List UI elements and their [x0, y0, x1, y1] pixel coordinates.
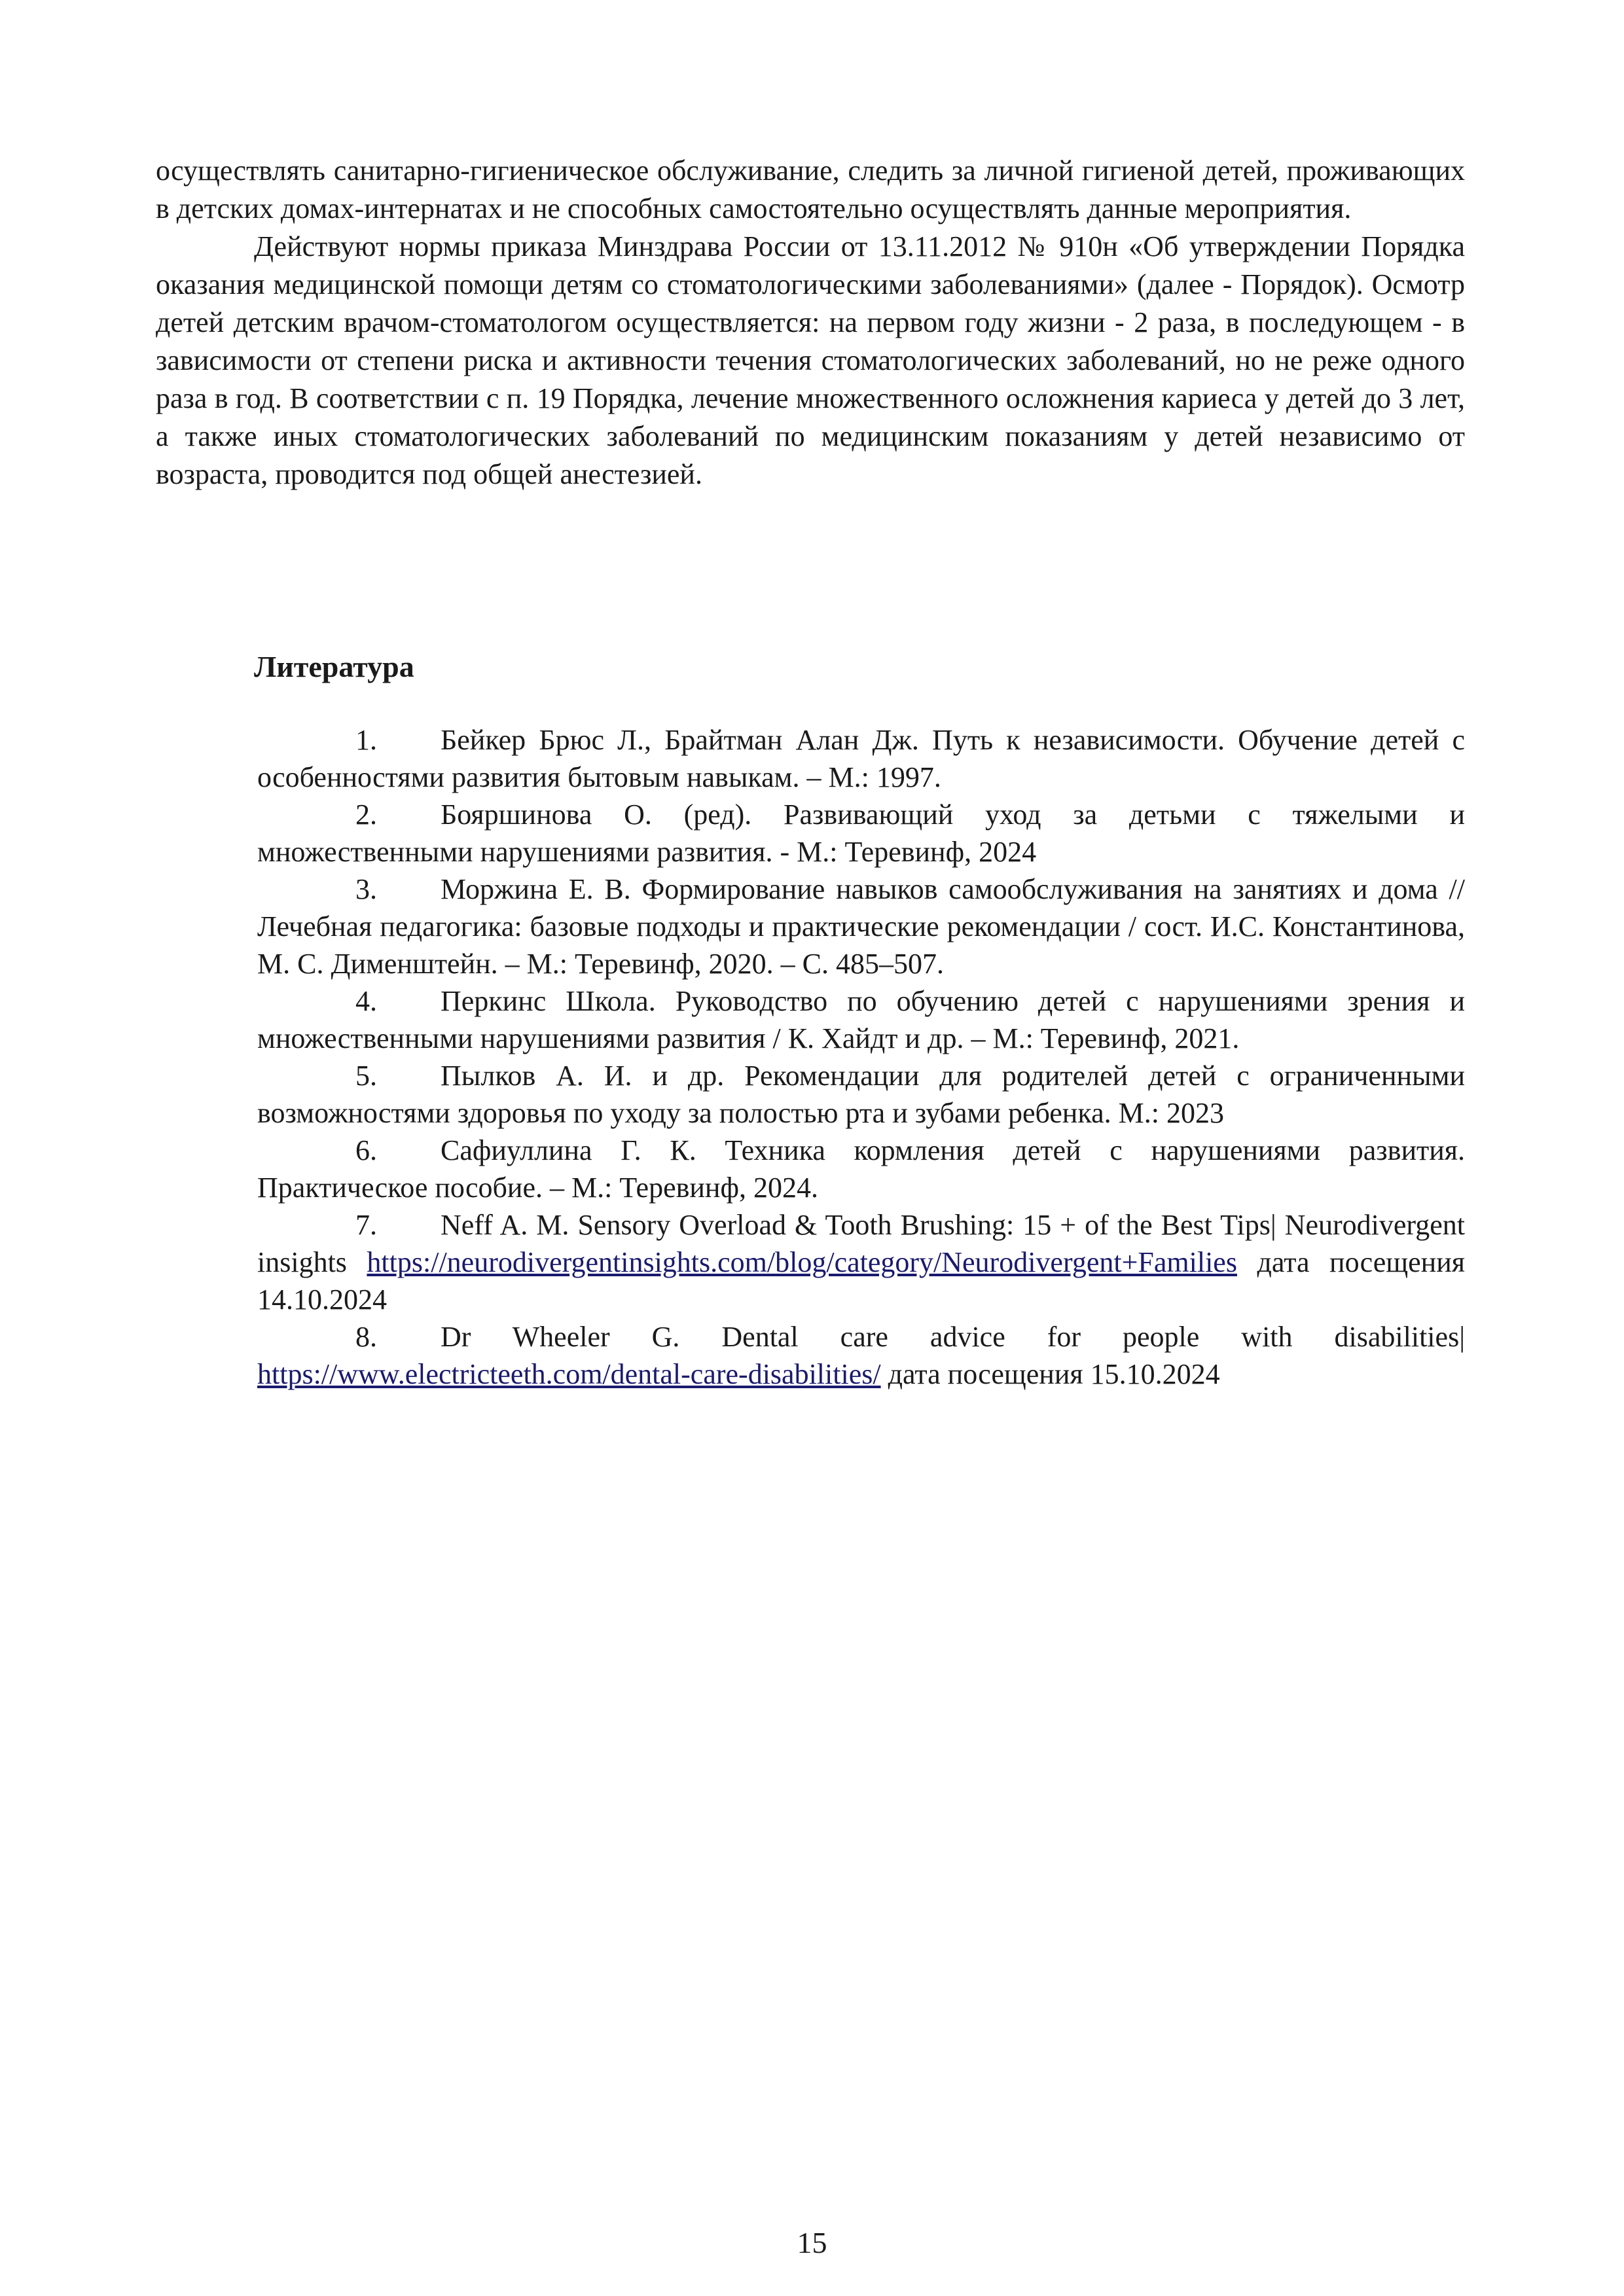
reference-item	[257, 796, 1465, 870]
reference-link[interactable]: https://neurodivergentinsights.com/blog/category/Neurodivergent+Families	[367, 1246, 1237, 1278]
body-text	[156, 152, 1465, 493]
body-paragraph-2: Действуют нормы приказа Минздрава России от 13.11.2012 № 910н «Об утверждении Порядка оказания медицинской помощи детям со стоматологическими заболеваниями» (далее - Порядок). Осмотр детей детским врачом-стоматологом осуществляется: на первом году жизни - 2 раза, в последующем - в зависимости от степени риска и активности течения стоматологических заболеваний, но не реже одного раза в год. В соответствии с п. 19 Порядка, лечение множественного осложнения кариеса у детей до 3 лет, а также иных стоматологических заболеваний по медицинским показаниям у детей независимо от возраста, проводится под общей анестезией.	[156, 230, 1465, 490]
reference-number: 2.	[355, 798, 377, 831]
reference-number: 7.	[355, 1209, 377, 1241]
reference-item	[257, 982, 1465, 1057]
reference-item	[257, 1318, 1465, 1393]
reference-link[interactable]: https://www.electricteeth.com/dental-care-disabilities/	[257, 1358, 881, 1390]
reference-item	[257, 1132, 1465, 1206]
references-list	[257, 721, 1465, 1393]
reference-text: Пылков А. И. и др. Рекомендации для родителей детей с ограниченными возможностями здоровья по уходу за полостью рта и зубами ребенка. М.: 2023	[257, 1060, 1465, 1129]
reference-text: Сафиуллина Г. К. Техника кормления детей с нарушениями развития. Практическое пособие. – М.: Теревинф, 2024.	[257, 1134, 1465, 1204]
reference-item	[257, 721, 1465, 796]
reference-text: Бояршинова О. (ред). Развивающий уход за детьми с тяжелыми и множественными нарушениями развития. - М.: Теревинф, 2024	[257, 798, 1465, 868]
reference-number: 1.	[355, 724, 377, 756]
reference-text: Моржина Е. В. Формирование навыков самообслуживания на занятиях и дома // Лечебная педагогика: базовые подходы и практические рекомендации / сост. И.С. Константинова, М. С. Дименштейн. – М.: Теревинф, 2020. – С. 485–507.	[257, 873, 1465, 980]
reference-text: Бейкер Брюс Л., Брайтман Алан Дж. Путь к независимости. Обучение детей с особенностями развития бытовым навыкам. – М.: 1997.	[257, 724, 1465, 793]
page-number: 15	[797, 2226, 827, 2259]
reference-text: Neff A. M. Sensory Overload & Tooth Brushing: 15 + of the Best Tips| Neurodivergent insights	[257, 1209, 1465, 1278]
reference-number: 5.	[355, 1060, 377, 1092]
reference-number: 6.	[355, 1134, 377, 1166]
reference-access-date: дата посещения 15.10.2024	[888, 1358, 1220, 1390]
reference-text: Dr Wheeler G. Dental care advice for people with disabilities|	[441, 1321, 1465, 1353]
reference-item	[257, 1206, 1465, 1318]
reference-access-date: дата посещения 14.10.2024	[257, 1246, 1466, 1316]
reference-number: 4.	[355, 985, 377, 1017]
reference-item	[257, 870, 1465, 982]
references-heading: Литература	[254, 650, 414, 683]
body-paragraph-1: осуществлять санитарно-гигиеническое обслуживание, следить за личной гигиеной детей, проживающих в детских домах-интернатах и не способных самостоятельно осуществлять данные мероприятия.	[156, 154, 1465, 224]
reference-item	[257, 1057, 1465, 1132]
reference-number: 8.	[355, 1321, 377, 1353]
reference-number: 3.	[355, 873, 377, 905]
reference-text: Перкинс Школа. Руководство по обучению детей с нарушениями зрения и множественными нарушениями развития / К. Хайдт и др. – М.: Теревинф, 2021.	[257, 985, 1465, 1054]
